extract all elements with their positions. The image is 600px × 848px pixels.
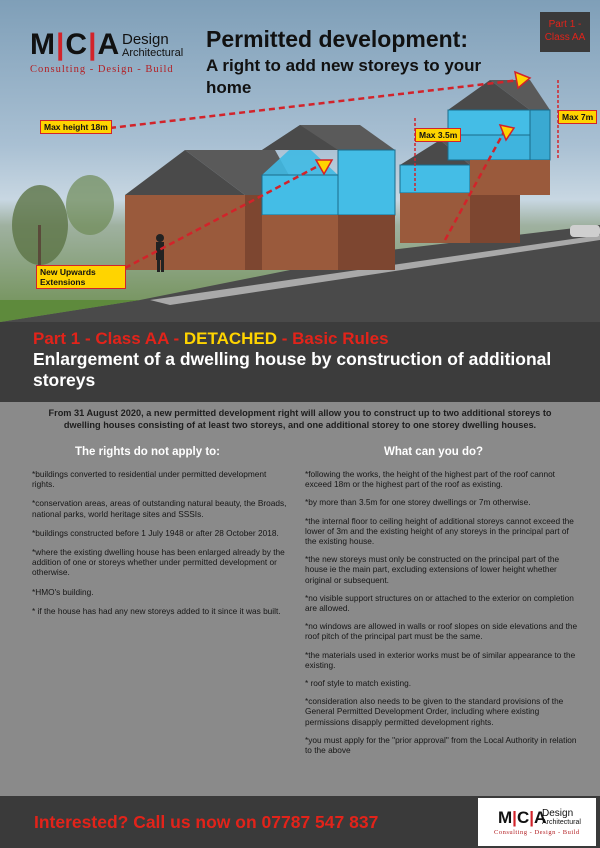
list-item: *the materials used in exterior works must be of similar appearance to the existing.	[305, 649, 576, 670]
logo-mark: M|C|A	[30, 28, 121, 61]
footer-logo	[478, 798, 596, 846]
list-item: *the internal floor to ceiling height of additional storeys cannot exceed the lower of 3m and the existing height of any storeys in the principal part of the existing house.	[305, 515, 574, 547]
footer-logo-design: Design	[542, 808, 574, 819]
list-item: *buildings constructed before 1 July 1948 or after 28 October 2018.	[32, 527, 279, 538]
list-item: *you must apply for the "prior approval" from the Local Authority in relation to the above	[305, 734, 577, 756]
detached-highlight: DETACHED	[183, 329, 278, 348]
list-item: *conservation areas, areas of outstanding natural beauty, the Broads, national parks, world heritage sites and SSSIs.	[32, 498, 287, 519]
label-max-height: Max height 18m	[40, 120, 112, 134]
list-item: *where the existing dwelling house has been enlarged already by the addition of one or storeys whether under permitted development or otherwise.	[32, 547, 285, 578]
footer-logo-tagline: Consulting - Design - Build	[494, 829, 580, 836]
footer-logo-architectural: Architectural	[542, 819, 581, 826]
list-item: *no windows are allowed in walls or roof slopes on side elevations and the roof pitch of the principal part must be the same.	[305, 621, 578, 642]
logo-design-text: Design	[122, 31, 169, 48]
right-column-list	[305, 469, 580, 763]
list-item: *by more than 3.5m for one storey dwellings or 7m otherwise.	[305, 497, 531, 508]
list-item: *consideration also needs to be given to the standard provisions of the General Permitted Development Order, including where existing permissions disapply permitted development rights.	[305, 696, 564, 727]
label-new-extensions: New Upwards Extensions	[36, 265, 126, 289]
class-badge: Part 1 - Class AA	[540, 12, 590, 52]
call-to-action[interactable]: Interested? Call us now on 07787 547 837	[34, 812, 379, 832]
label-max-3-5m: Max 3.5m	[415, 128, 461, 142]
list-item: * if the house has had any new storeys added to it since it was built.	[32, 605, 281, 616]
logo-architectural-text: Architectural	[122, 47, 184, 59]
hero-illustration	[0, 0, 600, 322]
list-item: *following the works, the height of the highest part of the roof cannot exceed 18m or the highest part of the roof as existing.	[305, 469, 555, 490]
rules-subheading: Enlargement of a dwelling house by construction of additional storeys	[33, 349, 552, 390]
company-logo	[30, 28, 184, 75]
rules-banner	[0, 322, 600, 402]
right-column-heading: What can you do?	[384, 446, 484, 458]
page-subtitle: A right to add new storeys to your home	[206, 56, 482, 97]
label-max-7m: Max 7m	[558, 110, 597, 124]
list-item: *buildings converted to residential under permitted development rights.	[32, 469, 267, 490]
footer-logo-mark: M|C|A	[498, 808, 547, 827]
rules-heading: Part 1 - Class AA - DETACHED - Basic Rules	[33, 329, 389, 348]
intro-paragraph: From 31 August 2020, a new permitted development right will allow you to construct up to two additional storeys to dwelling houses consisting of at least two storeys, and one additional storey to one storey dwelling houses.	[48, 408, 552, 430]
list-item: *no visible support structures on or attached to the exterior on completion are allowed.	[305, 592, 574, 614]
left-column-list	[32, 469, 290, 625]
list-item: *HMO's building.	[32, 586, 94, 597]
logo-tagline: Consulting - Design - Build	[30, 64, 174, 75]
page-title: Permitted development:	[206, 26, 468, 52]
left-column-heading: The rights do not apply to:	[75, 446, 221, 458]
list-item: *the new storeys must only be constructed on the principal part of the house ie the main part, excluding extensions of lower height whether original or subsequent.	[305, 554, 560, 585]
list-item: * roof style to match existing.	[305, 678, 412, 689]
